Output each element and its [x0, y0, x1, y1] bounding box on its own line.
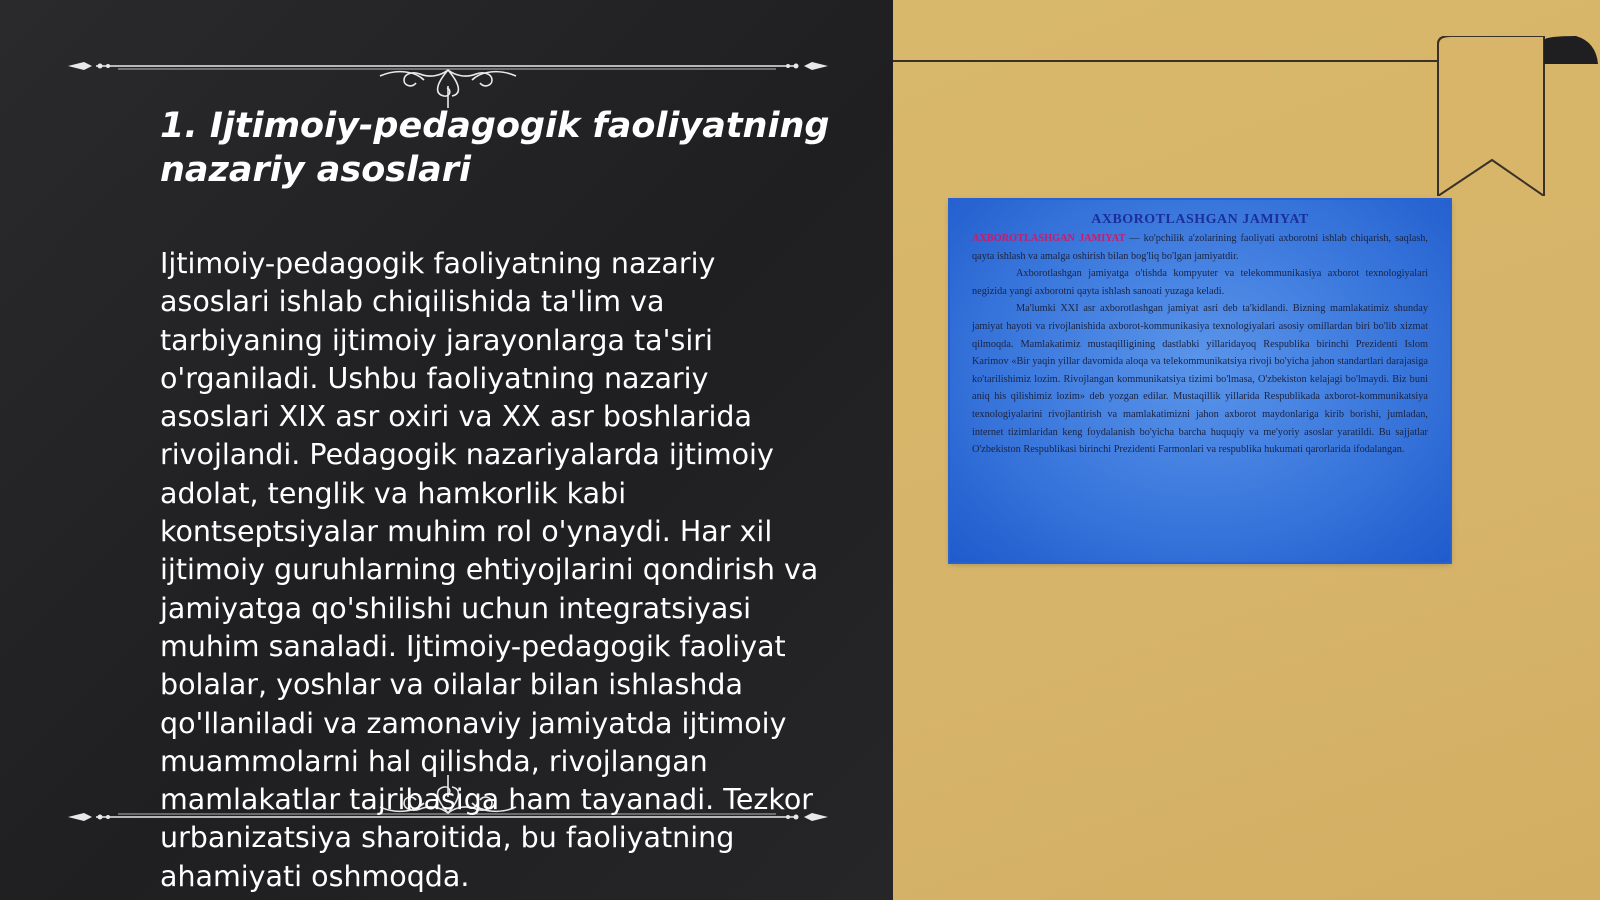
document-paragraph: Axborotlashgan jamiyatga o'tishda kompyuter va telekommunikasiya axborot texnologiyalari negizida yangi axborotni qayta ishlash sanoati yuzaga keladi.	[972, 268, 1428, 297]
document-term: AXBOROTLASHGAN JAMIYAT	[972, 233, 1126, 244]
slide-title: 1. Ijtimoiy-pedagogik faoliyatning nazariy asoslari	[160, 106, 830, 190]
scroll-divider-icon	[68, 50, 828, 110]
decorative-line	[893, 60, 1438, 62]
slide-body-text: Ijtimoiy-pedagogik faoliyatning nazariy asoslari ishlab chiqilishida ta'lim va tarbiyaning ijtimoiy jarayonlarga ta'siri o'rganiladi. Ushbu faoliyatning nazariy asoslari XIX asr oxiri va XX asr boshlarida rivojlandi. Pedagogik nazariyalarda ijtimoiy adolat, tenglik va hamkorlik kabi kontseptsiyalar muhim rol o'ynaydi. Har xil ijtimoiy guruhlarning ehtiyojlarini qondirish va jamiyatga qo'shilishi uchun integratsiyasi muhim sanaladi. Ijtimoiy-pedagogik faoliyat bolalar, yoshlar va oilalar bilan ishlashda qo'llaniladi va zamonaviy jamiyatda ijtimoiy muammolarni hal qilishda, rivojlangan mamlakatlar tajribasiga ham tayanadi. Tezkor urbanizatsiya sharoitida, bu faoliyatning ahamiyati oshmoqda.	[160, 247, 819, 893]
document-paragraph	[972, 230, 1428, 265]
document-definition: — ko'pchilik a'zolarining faoliyati axborotni ishlab chiqarish, saqlash, qayta ishlash va amalga oshirish bilan bog'liq bo'lgan jamiyatdir.	[972, 233, 1428, 262]
document-heading: AXBOROTLASHGAN JAMIYAT	[1091, 212, 1309, 227]
document-image	[950, 200, 1450, 562]
document-paragraph: Ma'lumki XXI asr axborotlashgan jamiyat asri deb ta'kidlandi. Bizning mamlakatimiz shunday jamiyat hayoti va rivojlanishida axborot-kommunikasiya texnologiyalari asosiy omillardan biri bo'lib xizmat qilmoqda. Mamlakatimiz mustaqilligining dastlabki yillaridayoq Respublika birinchi Prezidenti Islom Karimov «Bir yaqin yillar davomida aloqa va telekommunikatsiya rivoji bo'yicha jahon standartlari darajasiga ko'tarilishimiz lozim. Rivojlangan kommunikatsiya tizimi bo'lmasa, O'zbekiston kelajagi bo'lmaydi. Biz buni aniq his qilishimiz lozim» deb yozgan edilar. Mustaqillik yillarida Respublikada axborot-kommunikatsiya texnologiyalarini rivojlantirish va mamlakatimizni jahon axborot maydonlariga kirib borishi, jumladan, internet tizimlaridan keng foydalanish bo'yicha barcha huquqiy va me'yoriy asoslar yaratildi. Bu sajjatlar O'zbekiston Respublikasi birinchi Prezidenti Farmonlari va respublika hukumati qarorlarida ifodalangan.	[972, 303, 1428, 456]
bookmark-ribbon-icon	[1436, 36, 1600, 196]
